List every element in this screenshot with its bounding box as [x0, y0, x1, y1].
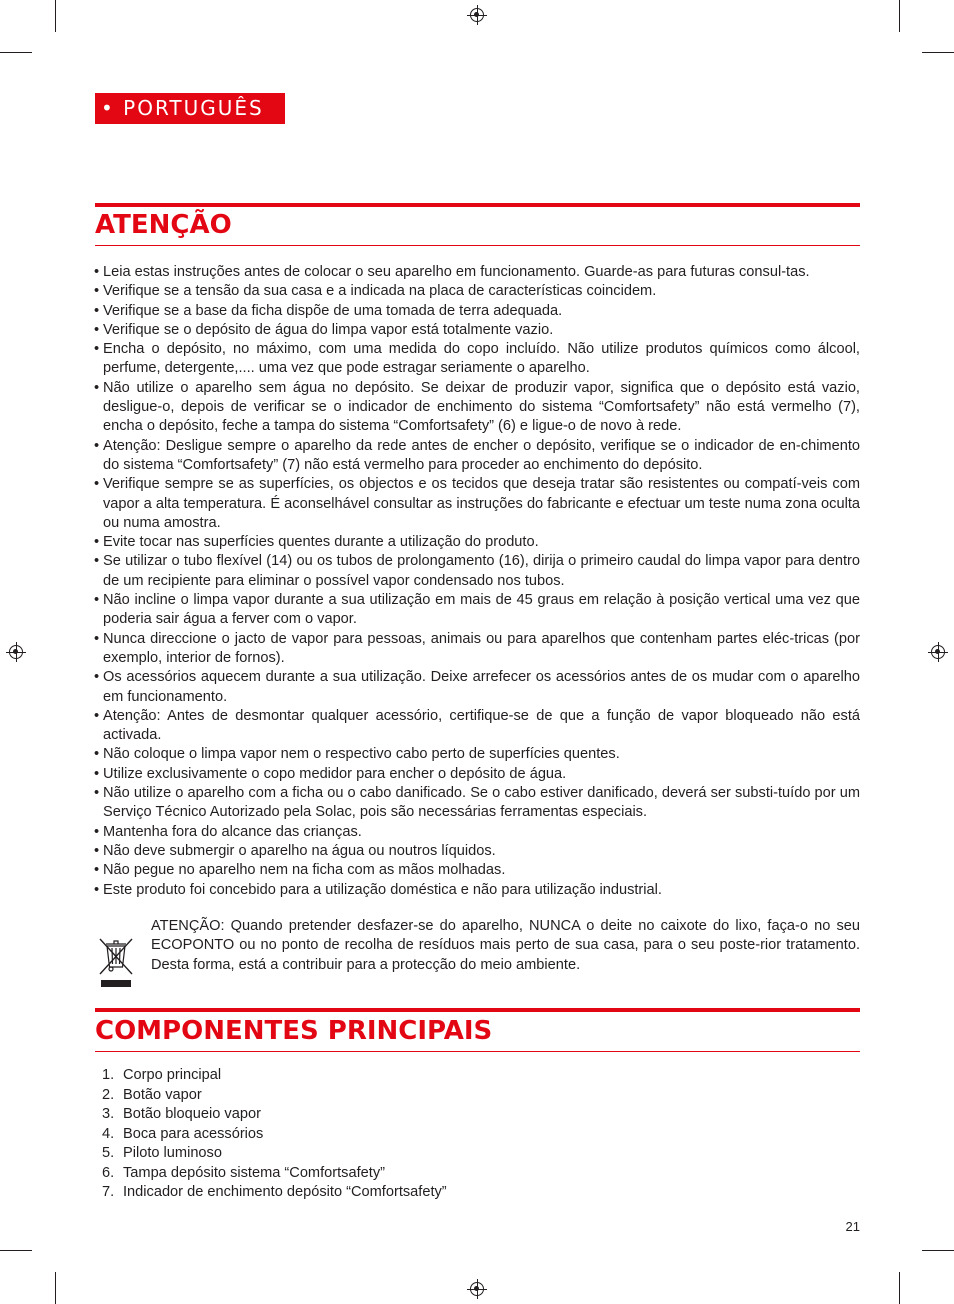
component-number: 1. — [102, 1067, 115, 1083]
section-underline — [95, 245, 860, 246]
warning-item: • Não utilize o aparelho sem água no depósito. Se deixar de produzir vapor, significa que o depósito está vazio, desligue-o, depois de verificar se o indicador de enchimento do sistema “Comfortsafety” não está vermelho (7), encha o depósito, feche a tampa do sistema “Comfortsafety” (6) e ligue-o de novo à rede. — [93, 379, 860, 437]
crop-mark — [0, 1250, 32, 1251]
language-tag: • PORTUGUÊS — [95, 93, 285, 124]
warning-item: • Atenção: Desligue sempre o aparelho da rede antes de encher o depósito, verifique se o indicador de en-chimento do sistema “Comfortsafety” (7) não está vermelho para proceder ao enchimento do depósito. — [93, 437, 860, 476]
crop-mark — [0, 52, 32, 53]
registration-mark-icon — [931, 645, 945, 659]
component-label: Tampa depósito sistema “Comfortsafety” — [123, 1164, 385, 1181]
component-item — [102, 1164, 447, 1184]
crop-mark — [922, 1250, 954, 1251]
weee-disposal-notice: ATENÇÃO: Quando pretender desfazer-se do aparelho, NUNCA o deite no caixote do lixo, faça-o no seu ECOPONTO ou no ponto de recolha de resíduos mais perto de sua casa, para o seu poste-rior tratamento. Desta forma, está a contribuir para a protecção do meio ambiente. — [151, 918, 860, 973]
component-label: Corpo principal — [123, 1067, 222, 1083]
warning-item: • Utilize exclusivamente o copo medidor para encher o depósito de água. — [93, 765, 860, 784]
component-label: Indicador de enchimento depósito “Comfortsafety” — [123, 1184, 447, 1200]
warning-item: • Não coloque o limpa vapor nem o respectivo cabo perto de superfícies quentes. — [93, 745, 860, 764]
component-item — [102, 1086, 447, 1106]
component-number: 7. — [102, 1184, 115, 1200]
warning-item: • Encha o depósito, no máximo, com uma medida do copo incluído. Não utilize produtos químicos como álcool, perfume, detergente,.... uma vez que pode estragar seriamente o aparelho. — [93, 340, 860, 379]
component-item — [102, 1125, 447, 1145]
component-item — [102, 1144, 447, 1164]
registration-mark-icon — [9, 645, 23, 659]
component-number: 3. — [102, 1106, 115, 1122]
component-label: Botão bloqueio vapor — [123, 1106, 261, 1122]
crop-mark — [899, 1272, 900, 1304]
crop-mark — [922, 52, 954, 53]
warning-item: • Nunca direccione o jacto de vapor para pessoas, animais ou para aparelhos que contenham partes eléc-tricas (por exemplo, interior de fornos). — [93, 630, 860, 669]
warning-item: • Leia estas instruções antes de colocar o seu aparelho em funcionamento. Guarde-as para futuras consul-tas. — [93, 263, 860, 282]
page-number: 21 — [845, 1219, 860, 1234]
component-number: 4. — [102, 1125, 115, 1142]
component-label: Botão vapor — [123, 1086, 202, 1103]
warning-item: • Verifique se a base da ficha dispõe de uma tomada de terra adequada. — [93, 302, 860, 321]
warning-item: • Mantenha fora do alcance das crianças. — [93, 823, 860, 842]
section-top-bar — [95, 1008, 860, 1012]
warning-item: • Verifique se o depósito de água do limpa vapor está totalmente vazio. — [93, 321, 860, 340]
component-item — [102, 1183, 447, 1203]
warning-item: • Não pegue no aparelho nem na ficha com as mãos molhadas. — [93, 861, 860, 880]
warnings-list — [93, 263, 860, 900]
warning-item: • Evite tocar nas superfícies quentes durante a utilização do produto. — [93, 533, 860, 552]
warning-item: • Não deve submergir o aparelho na água ou noutros líquidos. — [93, 842, 860, 861]
component-label: Boca para acessórios — [123, 1125, 264, 1142]
crop-mark — [55, 1272, 56, 1304]
component-number: 2. — [102, 1086, 115, 1103]
crossed-out-wheelie-bin-icon — [97, 934, 135, 990]
warning-item: • Atenção: Antes de desmontar qualquer acessório, certifique-se de que a função de vapor bloqueado não está activada. — [93, 707, 860, 746]
warning-item: • Se utilizar o tubo flexível (14) ou os tubos de prolongamento (16), dirija o primeiro caudal do limpa vapor para dentro de um recipiente para eliminar o possível vapor condensado nos tubos. — [93, 552, 860, 591]
crop-mark — [55, 0, 56, 32]
registration-mark-icon — [470, 8, 484, 22]
section-underline — [95, 1051, 860, 1052]
warning-item: • Não incline o limpa vapor durante a sua utilização em mais de 45 graus em relação à posição vertical uma vez que poderia sair água a ferver com o vapor. — [93, 591, 860, 630]
warning-item: • Verifique sempre se as superfícies, os objectos e os tecidos que deseja tratar são resistentes ou compatí-veis com vapor a alta temperatura. É aconselhável consultar as instruções do fabricante e efectuar um teste numa zona oculta ou numa amostra. — [93, 475, 860, 533]
warning-item: • Os acessórios aquecem durante a sua utilização. Deixe arrefecer os acessórios antes de os mudar com o aparelho em funcionamento. — [93, 668, 860, 707]
section-title-atencao: ATENÇÃO — [95, 210, 232, 240]
component-number: 6. — [102, 1164, 115, 1181]
section-title-componentes: COMPONENTES PRINCIPAIS — [95, 1016, 493, 1046]
component-number: 5. — [102, 1145, 115, 1161]
warning-item: • Não utilize o aparelho com a ficha ou o cabo danificado. Se o cabo estiver danificado, deverá ser substi-tuído por um Serviço Técnico Autorizado pela Solac, pois são necessárias ferramentas especiais. — [93, 784, 860, 823]
warning-item: • Verifique se a tensão da sua casa e a indicada na placa de características coincidem. — [93, 282, 860, 301]
registration-mark-icon — [470, 1282, 484, 1296]
crop-mark — [899, 0, 900, 32]
section-top-bar — [95, 203, 860, 207]
warning-item: • Este produto foi concebido para a utilização doméstica e não para utilização industrial. — [93, 881, 860, 900]
components-list — [102, 1066, 447, 1203]
component-item — [102, 1105, 447, 1125]
component-item — [102, 1066, 447, 1086]
component-label: Piloto luminoso — [123, 1145, 222, 1161]
